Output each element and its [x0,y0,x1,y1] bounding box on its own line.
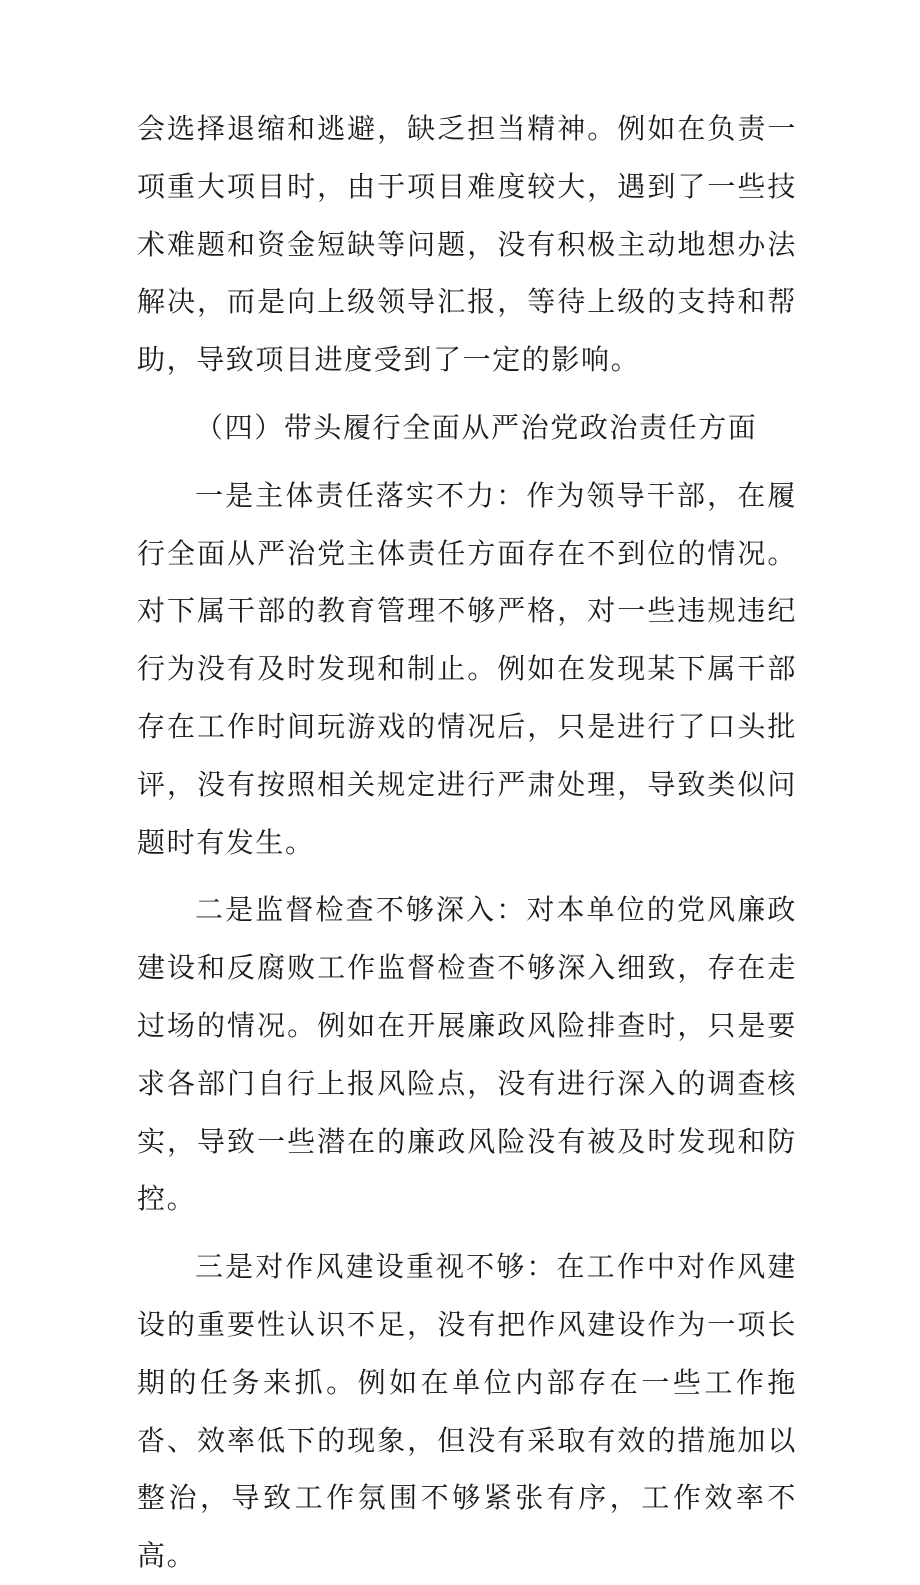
paragraph-item-three: 三是对作风建设重视不够：在工作中对作风建设的重要性认识不足，没有把作风建设作为一项长期的任务来抓。例如在单位内部存在一些工作拖沓、效率低下的现象，但没有采取有效的措施加以整治，导致工作氛围不够紧张有序，工作效率不高。 [137,1250,797,1573]
document-body [137,100,797,1585]
paragraph-item-two: 二是监督检查不够深入：对本单位的党风廉政建设和反腐败工作监督检查不够深入细致，存在走过场的情况。例如在开展廉政风险排查时，只是要求各部门自行上报风险点，没有进行深入的调查核实，导致一些潜在的廉政风险没有被及时发现和防控。 [137,893,797,1216]
section-heading: （四）带头履行全面从严治党政治责任方面 [195,410,758,444]
paragraph-continuation: 会选择退缩和逃避，缺乏担当精神。例如在负责一项重大项目时，由于项目难度较大，遇到了一些技术难题和资金短缺等问题，没有积极主动地想办法解决，而是向上级领导汇报，等待上级的支持和帮助，导致项目进度受到了一定的影响。 [137,112,797,377]
paragraph-item-one: 一是主体责任落实不力：作为领导干部，在履行全面从严治党主体责任方面存在不到位的情况。对下属干部的教育管理不够严格，对一些违规违纪行为没有及时发现和制止。例如在发现某下属干部存在工作时间玩游戏的情况后，只是进行了口头批评，没有按照相关规定进行严肃处理，导致类似问题时有发生。 [137,478,797,859]
